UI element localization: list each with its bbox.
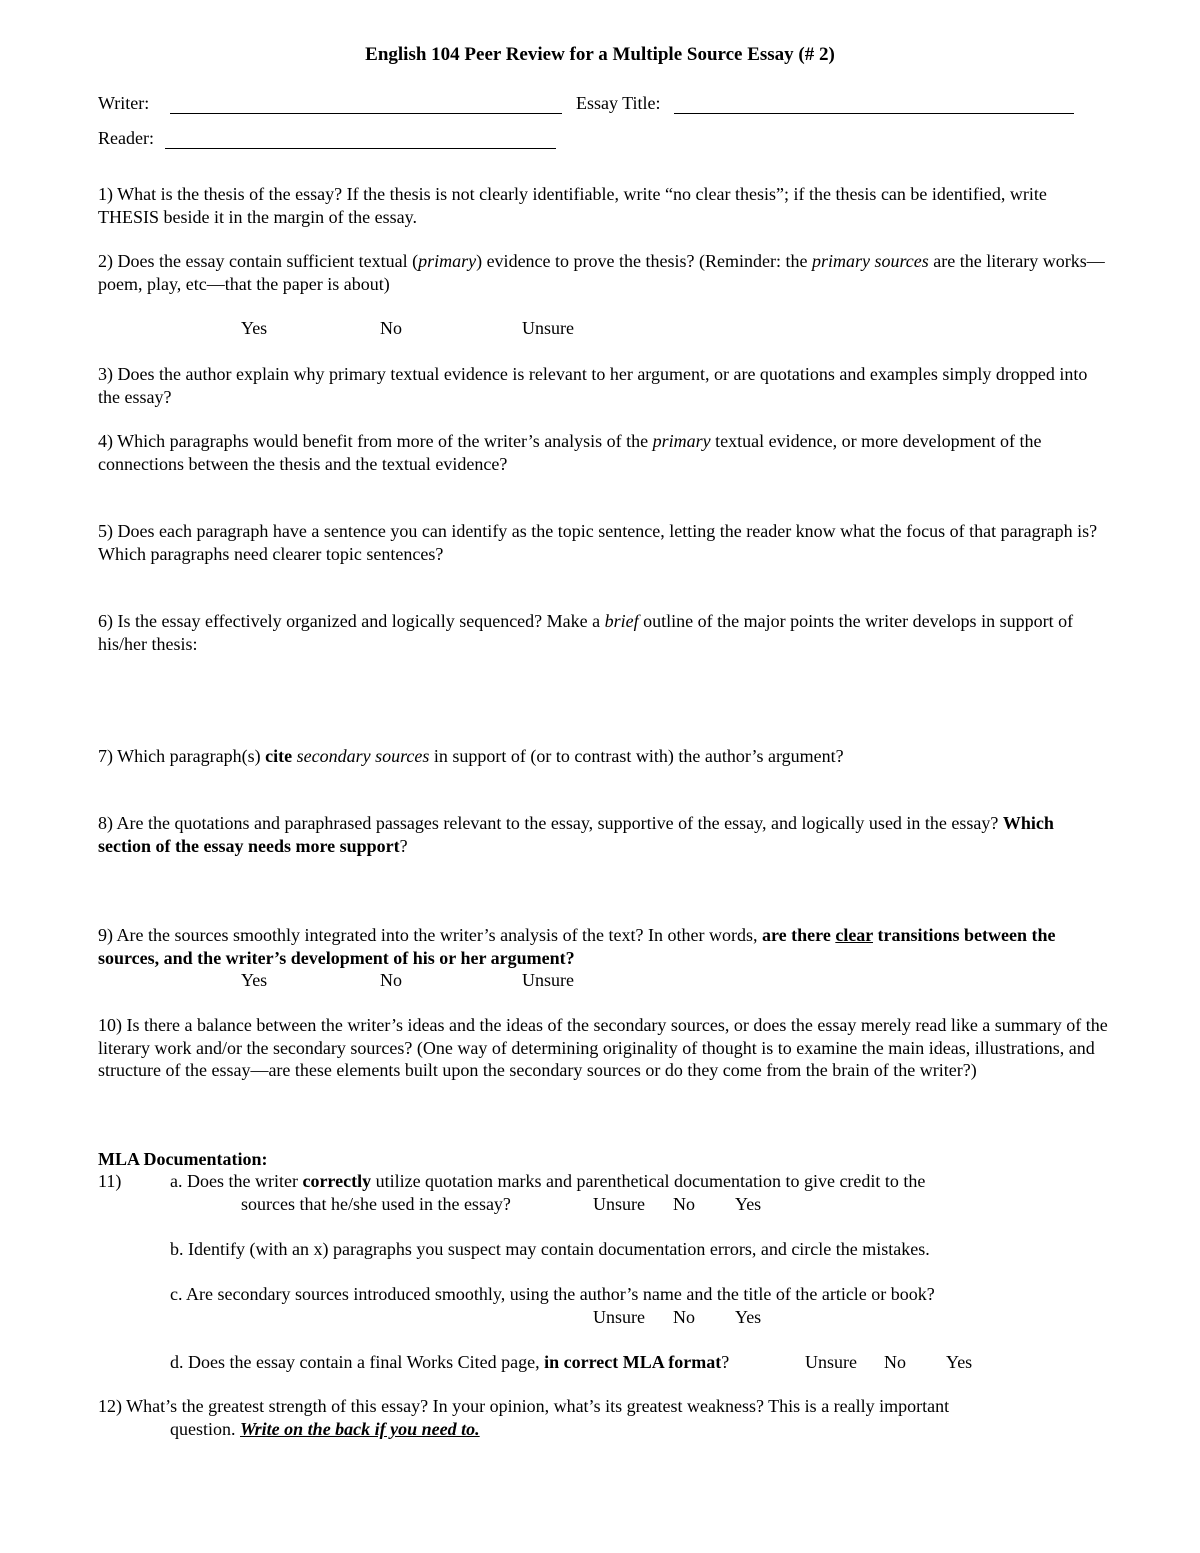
question-7: 7) Which paragraph(s) cite secondary sources in support of (or to contrast with) the author’s argument? bbox=[98, 746, 844, 766]
q2-option-no[interactable]: No bbox=[380, 318, 402, 338]
question-11d: d. Does the essay contain a final Works Cited page, in correct MLA format? bbox=[170, 1352, 730, 1372]
question-10: 10) Is there a balance between the writer’s ideas and the ideas of the secondary sources, or does the essay merely read like a summary of the literary work and/or the secondary sources? (One way of determining originality of thought is to examine the main ideas, illustrations, and structure of the essay—are these elements built upon the secondary sources or do they come from the brain of the writer?) bbox=[98, 1015, 1108, 1080]
write-on-back-note: Write on the back if you need to. bbox=[240, 1419, 480, 1439]
question-3: 3) Does the author explain why primary textual evidence is relevant to her argument, or are quotations and examples simply dropped into the essay? bbox=[98, 364, 1088, 407]
q11c-option-no[interactable]: No bbox=[673, 1307, 695, 1327]
q9-option-unsure[interactable]: Unsure bbox=[522, 970, 574, 990]
page-title: English 104 Peer Review for a Multiple Source Essay (# 2) bbox=[365, 44, 835, 65]
question-12-line2: question. Write on the back if you need to. bbox=[170, 1419, 480, 1439]
q11a-option-yes[interactable]: Yes bbox=[735, 1194, 762, 1214]
q11a-option-unsure[interactable]: Unsure bbox=[593, 1194, 645, 1214]
question-9: 9) Are the sources smoothly integrated into the writer’s analysis of the text? In other words, are there clear transitions between the sources, and the writer’s development of his or her argument? bbox=[98, 925, 1056, 968]
q11c-option-yes[interactable]: Yes bbox=[735, 1307, 762, 1327]
question-11b: b. Identify (with an x) paragraphs you suspect may contain documentation errors, and circle the mistakes. bbox=[170, 1239, 930, 1259]
question-11c: c. Are secondary sources introduced smoothly, using the author’s name and the title of the article or book? bbox=[170, 1284, 935, 1304]
q11a-option-no[interactable]: No bbox=[673, 1194, 695, 1214]
q2-option-yes[interactable]: Yes bbox=[241, 318, 268, 338]
question-2: 2) Does the essay contain sufficient textual (primary) evidence to prove the thesis? (Reminder: the primary sources are the literary works—poem, play, etc—that the paper is about) bbox=[98, 251, 1105, 294]
question-6: 6) Is the essay effectively organized and logically sequenced? Make a brief outline of the major points the writer develops in support of his/her thesis: bbox=[98, 611, 1074, 654]
essay-title-blank[interactable] bbox=[674, 96, 1074, 114]
reader-label: Reader: bbox=[98, 128, 154, 148]
q9-option-no[interactable]: No bbox=[380, 970, 402, 990]
writer-blank[interactable] bbox=[170, 96, 562, 114]
q11d-option-no[interactable]: No bbox=[884, 1352, 906, 1372]
question-11a-line2: sources that he/she used in the essay? bbox=[241, 1194, 511, 1214]
reader-blank[interactable] bbox=[165, 131, 556, 149]
q11c-option-unsure[interactable]: Unsure bbox=[593, 1307, 645, 1327]
q11d-option-unsure[interactable]: Unsure bbox=[805, 1352, 857, 1372]
mla-heading: MLA Documentation: bbox=[98, 1149, 268, 1169]
question-11-number: 11) bbox=[98, 1171, 122, 1191]
question-5: 5) Does each paragraph have a sentence you can identify as the topic sentence, letting the reader know what the focus of that paragraph is? Which paragraphs need clearer topic sentences? bbox=[98, 521, 1098, 564]
writer-label: Writer: bbox=[98, 93, 150, 113]
essay-title-label: Essay Title: bbox=[576, 93, 661, 113]
question-4: 4) Which paragraphs would benefit from more of the writer’s analysis of the primary textual evidence, or more development of the connections between the thesis and the textual evidence? bbox=[98, 431, 1042, 474]
reader-field bbox=[98, 127, 154, 150]
q9-option-yes[interactable]: Yes bbox=[241, 970, 268, 990]
question-12: 12) What’s the greatest strength of this essay? In your opinion, what’s its greatest weakness? This is a really important bbox=[98, 1396, 950, 1416]
question-11a: a. Does the writer correctly utilize quotation marks and parenthetical documentation to give credit to the bbox=[170, 1171, 926, 1191]
essay-title-field bbox=[576, 92, 661, 115]
q11d-option-yes[interactable]: Yes bbox=[946, 1352, 973, 1372]
question-1: 1) What is the thesis of the essay? If the thesis is not clearly identifiable, write “no clear thesis”; if the thesis can be identified, write THESIS beside it in the margin of the essay. bbox=[98, 184, 1047, 227]
question-8: 8) Are the quotations and paraphrased passages relevant to the essay, supportive of the essay, and logically used in the essay? Which section of the essay needs more support? bbox=[98, 813, 1054, 856]
writer-field bbox=[98, 92, 149, 115]
q2-option-unsure[interactable]: Unsure bbox=[522, 318, 574, 338]
